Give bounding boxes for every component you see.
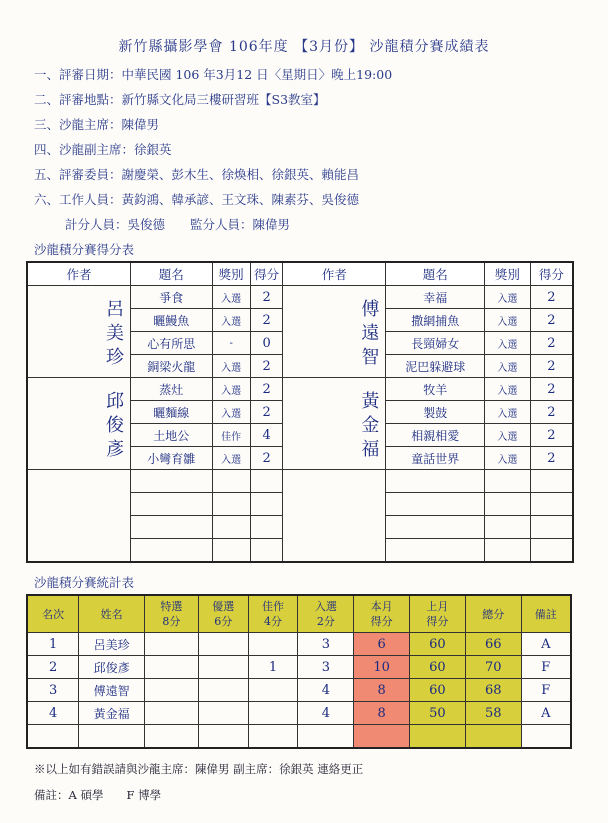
selected-count: 3 <box>298 633 354 656</box>
remark: F <box>521 656 571 679</box>
correction-note: ※以上如有錯誤請與沙龍主席：陳偉男 副主席：徐銀英 連絡更正 <box>34 762 364 776</box>
stats-col-header: 佳作 4分 <box>248 595 298 633</box>
empty-cell <box>131 493 213 516</box>
score-row-empty <box>27 470 573 493</box>
work-title: 牧羊 <box>386 378 485 401</box>
remarks-legend: 備註：A 碩學 F 博學 <box>34 788 162 802</box>
month-score: 8 <box>354 702 410 725</box>
work-title: 泥巴躲避球 <box>386 355 485 378</box>
empty-cell <box>145 725 199 749</box>
stats-col-header: 優選 6分 <box>198 595 248 633</box>
col-header-title: 題名 <box>386 262 485 286</box>
points: 2 <box>530 378 573 401</box>
points: 2 <box>250 309 283 332</box>
last-month-score: 60 <box>410 633 466 656</box>
selected-count: 4 <box>298 702 354 725</box>
work-title: 心有所思 <box>131 332 213 355</box>
col-header-points: 得分 <box>530 262 573 286</box>
info-staff: 六、工作人員：黃鈞鴻、韓承諺、王文珠、陳素芬、吳俊德 <box>34 192 360 207</box>
author-name: 邱俊彥 <box>27 378 131 470</box>
empty-cell <box>530 470 573 493</box>
excellent-count <box>198 679 248 702</box>
merit-count <box>248 679 298 702</box>
points: 2 <box>530 309 573 332</box>
points: 4 <box>250 424 283 447</box>
name: 邱俊彥 <box>79 656 145 679</box>
last-month-score: 60 <box>410 679 466 702</box>
work-title: 小彎育雛 <box>131 447 213 470</box>
award-level: 入選 <box>485 332 531 355</box>
last-month-score: 50 <box>410 702 466 725</box>
name: 呂美珍 <box>79 633 145 656</box>
award-level: 入選 <box>485 378 531 401</box>
work-title: 曬麵線 <box>131 401 213 424</box>
month-score: 6 <box>354 633 410 656</box>
document-title: 新竹縣攝影學會 106年度 【3月份】 沙龍積分賽成績表 <box>118 39 490 55</box>
stats-col-header: 總分 <box>465 595 521 633</box>
event-info <box>34 62 392 237</box>
empty-cell <box>386 516 485 539</box>
stats-col-header: 姓名 <box>79 595 145 633</box>
points: 2 <box>530 447 573 470</box>
special-count <box>145 633 199 656</box>
empty-cell <box>386 493 485 516</box>
stats-header-row <box>27 595 571 633</box>
empty-cell <box>485 539 531 563</box>
empty-cell <box>485 470 531 493</box>
merit-count <box>248 633 298 656</box>
award-level: 入選 <box>212 378 250 401</box>
empty-cell <box>79 725 145 749</box>
merit-count <box>248 702 298 725</box>
excellent-count <box>198 656 248 679</box>
award-level: 佳作 <box>212 424 250 447</box>
rank: 4 <box>27 702 79 725</box>
empty-cell <box>131 539 213 563</box>
points: 2 <box>250 447 283 470</box>
empty-cell <box>250 516 283 539</box>
special-count <box>145 656 199 679</box>
points: 2 <box>530 424 573 447</box>
special-count <box>145 679 199 702</box>
award-level: 入選 <box>212 447 250 470</box>
excellent-count <box>198 633 248 656</box>
points: 2 <box>530 286 573 309</box>
total-score: 58 <box>465 702 521 725</box>
author-cell-empty <box>283 470 386 563</box>
stats-table <box>26 594 572 749</box>
stats-col-header: 上月 得分 <box>410 595 466 633</box>
col-header-award: 獎別 <box>485 262 531 286</box>
empty-cell <box>212 470 250 493</box>
info-vice-chair: 四、沙龍副主席：徐銀英 <box>34 142 172 157</box>
work-title: 爭食 <box>131 286 213 309</box>
score-row <box>27 286 573 309</box>
rank: 3 <box>27 679 79 702</box>
score-table <box>26 261 574 563</box>
name: 黃金福 <box>79 702 145 725</box>
empty-cell <box>250 470 283 493</box>
stats-row <box>27 702 571 725</box>
points: 2 <box>250 286 283 309</box>
award-level: 入選 <box>485 286 531 309</box>
empty-cell <box>485 493 531 516</box>
award-level: 入選 <box>485 355 531 378</box>
work-title: 銅梁火龍 <box>131 355 213 378</box>
score-header-row <box>27 262 573 286</box>
rank: 1 <box>27 633 79 656</box>
empty-cell <box>465 725 521 749</box>
empty-cell <box>386 470 485 493</box>
award-level: 入選 <box>485 424 531 447</box>
points: 0 <box>250 332 283 355</box>
info-date: 一、評審日期：中華民國 106 年3月12 日〈星期日〉晚上19:00 <box>34 67 393 82</box>
col-header-title: 題名 <box>131 262 213 286</box>
empty-cell <box>521 725 571 749</box>
empty-cell <box>250 539 283 563</box>
empty-cell <box>248 725 298 749</box>
total-score: 70 <box>465 656 521 679</box>
empty-cell <box>386 539 485 563</box>
award-level: 入選 <box>212 401 250 424</box>
work-title: 幸福 <box>386 286 485 309</box>
col-header-author: 作者 <box>283 262 386 286</box>
work-title: 相親相愛 <box>386 424 485 447</box>
remark: F <box>521 679 571 702</box>
rank: 2 <box>27 656 79 679</box>
total-score: 66 <box>465 633 521 656</box>
stats-row <box>27 656 571 679</box>
empty-cell <box>212 539 250 563</box>
stats-col-header: 備註 <box>521 595 571 633</box>
stats-row-empty <box>27 725 571 749</box>
work-title: 童話世界 <box>386 447 485 470</box>
empty-cell <box>354 725 410 749</box>
points: 2 <box>530 401 573 424</box>
work-title: 曬鰻魚 <box>131 309 213 332</box>
empty-cell <box>131 516 213 539</box>
stats-row <box>27 633 571 656</box>
award-level: 入選 <box>212 355 250 378</box>
empty-cell <box>410 725 466 749</box>
empty-cell <box>212 516 250 539</box>
empty-cell <box>530 516 573 539</box>
score-table-caption: 沙龍積分賽得分表 <box>34 242 135 257</box>
work-title: 長頸婦女 <box>386 332 485 355</box>
excellent-count <box>198 702 248 725</box>
award-level: 入選 <box>212 309 250 332</box>
score-row <box>27 378 573 401</box>
col-header-author: 作者 <box>27 262 131 286</box>
points: 2 <box>250 401 283 424</box>
work-title: 製鼓 <box>386 401 485 424</box>
award-level: 入選 <box>212 286 250 309</box>
month-score: 10 <box>354 656 410 679</box>
stats-col-header: 本月 得分 <box>354 595 410 633</box>
remark: A <box>521 702 571 725</box>
work-title: 蒸灶 <box>131 378 213 401</box>
author-name: 呂美珍 <box>27 286 131 378</box>
total-score: 68 <box>465 679 521 702</box>
work-title: 土地公 <box>131 424 213 447</box>
work-title: 撒網捕魚 <box>386 309 485 332</box>
last-month-score: 60 <box>410 656 466 679</box>
points: 2 <box>530 332 573 355</box>
empty-cell <box>250 493 283 516</box>
points: 2 <box>250 378 283 401</box>
selected-count: 4 <box>298 679 354 702</box>
stats-table-caption: 沙龍積分賽統計表 <box>34 575 135 590</box>
empty-cell <box>530 493 573 516</box>
points: 2 <box>530 355 573 378</box>
merit-count: 1 <box>248 656 298 679</box>
col-header-award: 獎別 <box>212 262 250 286</box>
info-judges: 五、評審委員：謝慶榮、彭木生、徐煥相、徐銀英、賴能昌 <box>34 167 360 182</box>
author-cell-empty <box>27 470 131 563</box>
empty-cell <box>27 725 79 749</box>
award-level: - <box>212 332 250 355</box>
info-scorers: 計分人員：吳俊德 監分人員：陳偉男 <box>65 217 291 232</box>
empty-cell <box>530 539 573 563</box>
month-score: 8 <box>354 679 410 702</box>
author-name: 黃金福 <box>283 378 386 470</box>
award-level: 入選 <box>485 447 531 470</box>
remark: A <box>521 633 571 656</box>
empty-cell <box>485 516 531 539</box>
award-level: 入選 <box>485 309 531 332</box>
award-level: 入選 <box>485 401 531 424</box>
author-name: 傅遠智 <box>283 286 386 378</box>
info-chair: 三、沙龍主席：陳偉男 <box>34 117 160 132</box>
points: 2 <box>250 355 283 378</box>
stats-row <box>27 679 571 702</box>
col-header-points: 得分 <box>250 262 283 286</box>
stats-col-header: 特選 8分 <box>145 595 199 633</box>
empty-cell <box>212 493 250 516</box>
empty-cell <box>298 725 354 749</box>
empty-cell <box>131 470 213 493</box>
empty-cell <box>198 725 248 749</box>
special-count <box>145 702 199 725</box>
info-venue: 二、評審地點：新竹縣文化局三樓研習班【S3教室】 <box>34 92 326 107</box>
name: 傅遠智 <box>79 679 145 702</box>
stats-col-header: 名次 <box>27 595 79 633</box>
stats-col-header: 入選 2分 <box>298 595 354 633</box>
selected-count: 3 <box>298 656 354 679</box>
